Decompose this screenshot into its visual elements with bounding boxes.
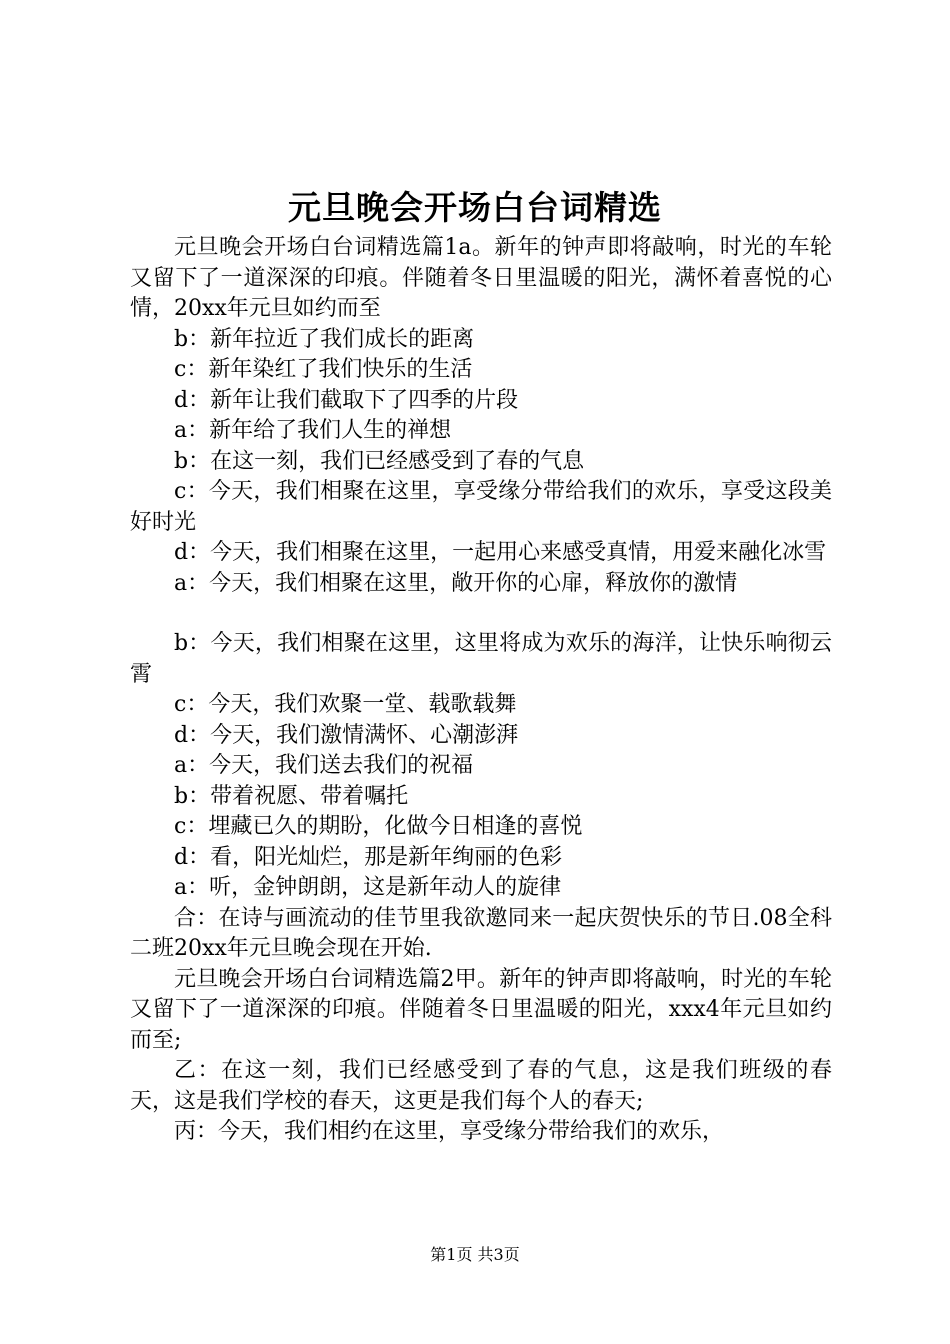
paragraph: 合：在诗与画流动的佳节里我欲邀同来一起庆贺快乐的节日.08全科二班20xx年元旦晚会现在开始. <box>130 905 832 961</box>
paragraph: a：今天，我们送去我们的祝福 <box>174 753 474 778</box>
paragraph: 元旦晚会开场白台词精选篇1a。新年的钟声即将敲响，时光的车轮又留下了一道深深的印痕。伴随着冬日里温暖的阳光，满怀着喜悦的心情，20xx年元旦如约而至 <box>130 235 832 321</box>
paragraph: b：在这一刻，我们已经感受到了春的气息 <box>174 448 585 474</box>
document-body <box>130 233 832 1148</box>
paragraph: d：今天，我们相聚在这里，一起用心来感受真情，用爱来融化冰雪 <box>174 540 827 565</box>
document-title: 元旦晚会开场白台词精选 <box>288 188 662 227</box>
paragraph: b：新年拉近了我们成长的距离 <box>174 326 475 352</box>
paragraph: a：今天，我们相聚在这里，敞开你的心扉，释放你的激情 <box>174 570 738 596</box>
paragraph: c：埋藏已久的期盼，化做今日相逢的喜悦 <box>174 814 583 839</box>
paragraph: c：新年染红了我们快乐的生活 <box>174 357 473 382</box>
paragraph: d：看，阳光灿烂，那是新年绚丽的色彩 <box>174 844 563 870</box>
page-indicator: 第1页 共3页 <box>430 1245 520 1264</box>
paragraph: 丙：今天，我们相约在这里，享受缘分带给我们的欢乐， <box>174 1119 725 1144</box>
paragraph: b：带着祝愿、带着嘱托 <box>174 783 409 809</box>
paragraph: 乙：在这一刻，我们已经感受到了春的气息，这是我们班级的春天，这是我们学校的春天，这更是我们每个人的春天; <box>130 1058 832 1114</box>
paragraph: c：今天，我们欢聚一堂、载歌载舞 <box>174 692 517 717</box>
paragraph: d：今天，我们激情满怀、心潮澎湃 <box>174 722 519 748</box>
paragraph: a：听，金钟朗朗，这是新年动人的旋律 <box>174 875 562 900</box>
paragraph: 元旦晚会开场白台词精选篇2甲。新年的钟声即将敲响，时光的车轮又留下了一道深深的印痕。伴随着冬日里温暖的阳光，xxx4年元旦如约而至; <box>130 966 832 1053</box>
paragraph: b：今天，我们相聚在这里，这里将成为欢乐的海洋，让快乐响彻云霄 <box>130 631 832 687</box>
paragraph: d：新年让我们截取下了四季的片段 <box>174 387 519 413</box>
paragraph: a：新年给了我们人生的禅想 <box>174 418 452 443</box>
paragraph: c：今天，我们相聚在这里，享受缘分带给我们的欢乐，享受这段美好时光 <box>130 479 832 535</box>
